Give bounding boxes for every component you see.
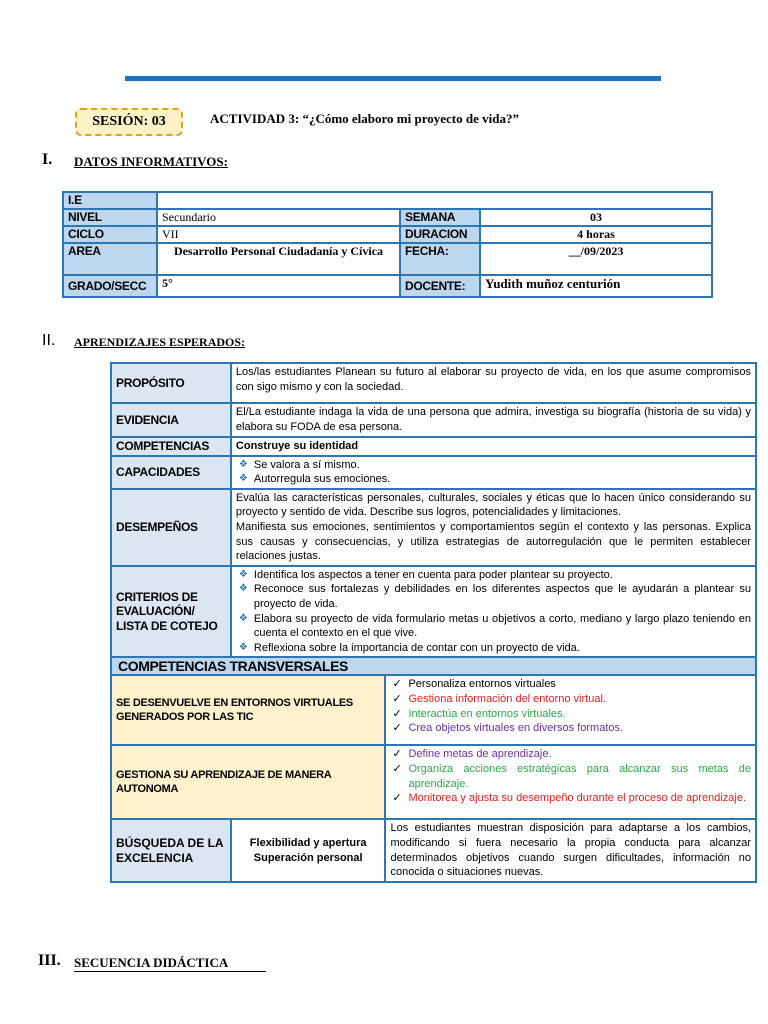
duracion-value: 4 horas	[480, 226, 712, 243]
check-icon: ✓	[392, 692, 402, 705]
diamond-bullet-icon: ❖	[238, 568, 248, 580]
fecha-label: FECHA:	[400, 243, 480, 275]
evidencia-label: EVIDENCIA	[111, 403, 231, 437]
grado-value: 5°	[157, 275, 400, 297]
list-item: ✓ Define metas de aprendizaje.	[392, 748, 552, 761]
diamond-bullet-icon: ❖	[238, 458, 248, 470]
header-rule	[125, 76, 661, 81]
check-icon: ✓	[392, 722, 402, 735]
list-item: ✓ Monitorea y ajusta su desempeño durante el proceso de aprendizaje.	[392, 792, 746, 805]
list-item: ✓ Crea objetos virtuales en diversos formatos.	[392, 722, 624, 735]
section-2-title: APRENDIZAJES ESPERADOS:	[74, 335, 246, 349]
ciclo-value: VII	[157, 226, 400, 243]
session-badge: SESIÓN: 03	[75, 108, 183, 136]
list-item: ❖ Autorregula sus emociones.	[238, 473, 391, 486]
diamond-bullet-icon: ❖	[238, 473, 248, 485]
list-item: ✓ Personaliza entornos virtuales	[392, 678, 556, 691]
diamond-bullet-icon: ❖	[238, 583, 248, 595]
list-item: ❖ Se valora a sí mismo.	[238, 458, 360, 471]
list-item: ❖ Reconoce sus fortalezas y debilidades en los diferentes aspectos que le ayudarán a plantear su proyecto de vida.	[238, 583, 751, 610]
check-icon: ✓	[392, 792, 402, 805]
competencias-text: Construye su identidad	[231, 437, 756, 456]
duracion-label: DURACION	[400, 226, 480, 243]
section-1-number: I.	[42, 151, 53, 168]
desempenos-text: Evalúa las características personales, culturales, sociales y éticas que lo hacen único considerando su proyecto y sentido de vida. Describe sus logros, potencialidades y limitaciones. Manifiesta sus emociones, sentimientos y comportamientos según el contexto y las personas. Explica sus causas y consecuencias, y utiliza estrategias de autorregulación que le permiten establecer relaciones justas.	[231, 489, 756, 566]
ie-label: I.E	[63, 192, 157, 209]
datos-table	[62, 191, 713, 298]
section-1-title: DATOS INFORMATIVOS:	[74, 154, 228, 169]
criterios-label: CRITERIOS DE EVALUACIÓN/ LISTA DE COTEJO	[111, 566, 231, 658]
list-item: ✓ Interactúa en entornos virtuales.	[392, 707, 566, 720]
check-icon: ✓	[392, 762, 402, 775]
semana-label: SEMANA	[400, 209, 480, 226]
grado-label: GRADO/SECC	[63, 275, 157, 297]
tic-label: SE DESENVUELVE EN ENTORNOS VIRTUALES GENERADOS POR LAS TIC	[111, 675, 385, 745]
ciclo-label: CICLO	[63, 226, 157, 243]
docente-label: DOCENTE:	[400, 275, 480, 297]
excelencia-values: Flexibilidad y apertura Superación personal	[231, 819, 386, 881]
proposito-text: Los/las estudiantes Planean su futuro al elaborar su proyecto de vida, en los que asume compromisos con sigo mismo y con la sociedad.	[231, 363, 756, 403]
activity-title: ACTIVIDAD 3: “¿Cómo elaboro mi proyecto de vida?”	[210, 111, 519, 126]
competencias-label: COMPETENCIAS	[111, 437, 231, 456]
check-icon: ✓	[392, 707, 402, 720]
list-item: ✓ Organiza acciones estratégicas para alcanzar sus metas de aprendizaje.	[392, 762, 751, 790]
fecha-value: __/09/2023	[480, 243, 712, 275]
transversales-header: COMPETENCIAS TRANSVERSALES	[111, 657, 756, 675]
list-item: ✓ Gestiona información del entorno virtual.	[392, 692, 606, 705]
diamond-bullet-icon: ❖	[238, 641, 248, 653]
area-value: Desarrollo Personal Ciudadanía y Cívica	[157, 243, 400, 275]
check-icon: ✓	[392, 748, 402, 761]
aprendizajes-table	[110, 362, 757, 883]
area-label: AREA	[63, 243, 157, 275]
list-item: ❖ Elabora su proyecto de vida formulario metas u objetivos a corto, mediano y largo plazo teniendo en cuenta el contexto en el que vive.	[238, 612, 751, 640]
diamond-bullet-icon: ❖	[238, 612, 248, 624]
list-item: ❖ Reflexiona sobre la importancia de contar con un proyecto de vida.	[238, 641, 580, 654]
autonoma-label: GESTIONA SU APRENDIZAJE DE MANERA AUTONOMA	[111, 745, 385, 819]
check-icon: ✓	[392, 678, 402, 691]
nivel-value: Secundario	[157, 209, 400, 226]
section-3-title: SECUENCIA DIDÁCTICA	[74, 955, 266, 972]
evidencia-text: El/La estudiante indaga la vida de una persona que admira, investiga su biografía (historia de su vida) y elabora su FODA de esa persona.	[231, 403, 756, 437]
nivel-label: NIVEL	[63, 209, 157, 226]
desempenos-label: DESEMPEÑOS	[111, 489, 231, 566]
tic-list	[385, 675, 756, 745]
proposito-label: PROPÓSITO	[111, 363, 231, 403]
semana-value: 03	[480, 209, 712, 226]
capacidades-list	[231, 456, 756, 489]
excelencia-text: Los estudiantes muestran disposición para adaptarse a los cambios, modificando si fuera necesario la propia conducta para alcanzar determinados objetivos cuando surgen dificultades, información no conocida o situaciones nuevas.	[385, 819, 756, 881]
docente-value: Yudith muñoz centurión	[480, 275, 712, 297]
section-2-number: II.	[42, 332, 56, 349]
list-item: ❖ Identifica los aspectos a tener en cuenta para poder plantear su proyecto.	[238, 568, 613, 581]
ie-value	[157, 192, 712, 209]
section-3-number: III.	[38, 952, 61, 969]
autonoma-list	[385, 745, 756, 819]
excelencia-label: BÚSQUEDA DE LA EXCELENCIA	[111, 819, 231, 881]
criterios-list	[231, 566, 756, 658]
capacidades-label: CAPACIDADES	[111, 456, 231, 489]
